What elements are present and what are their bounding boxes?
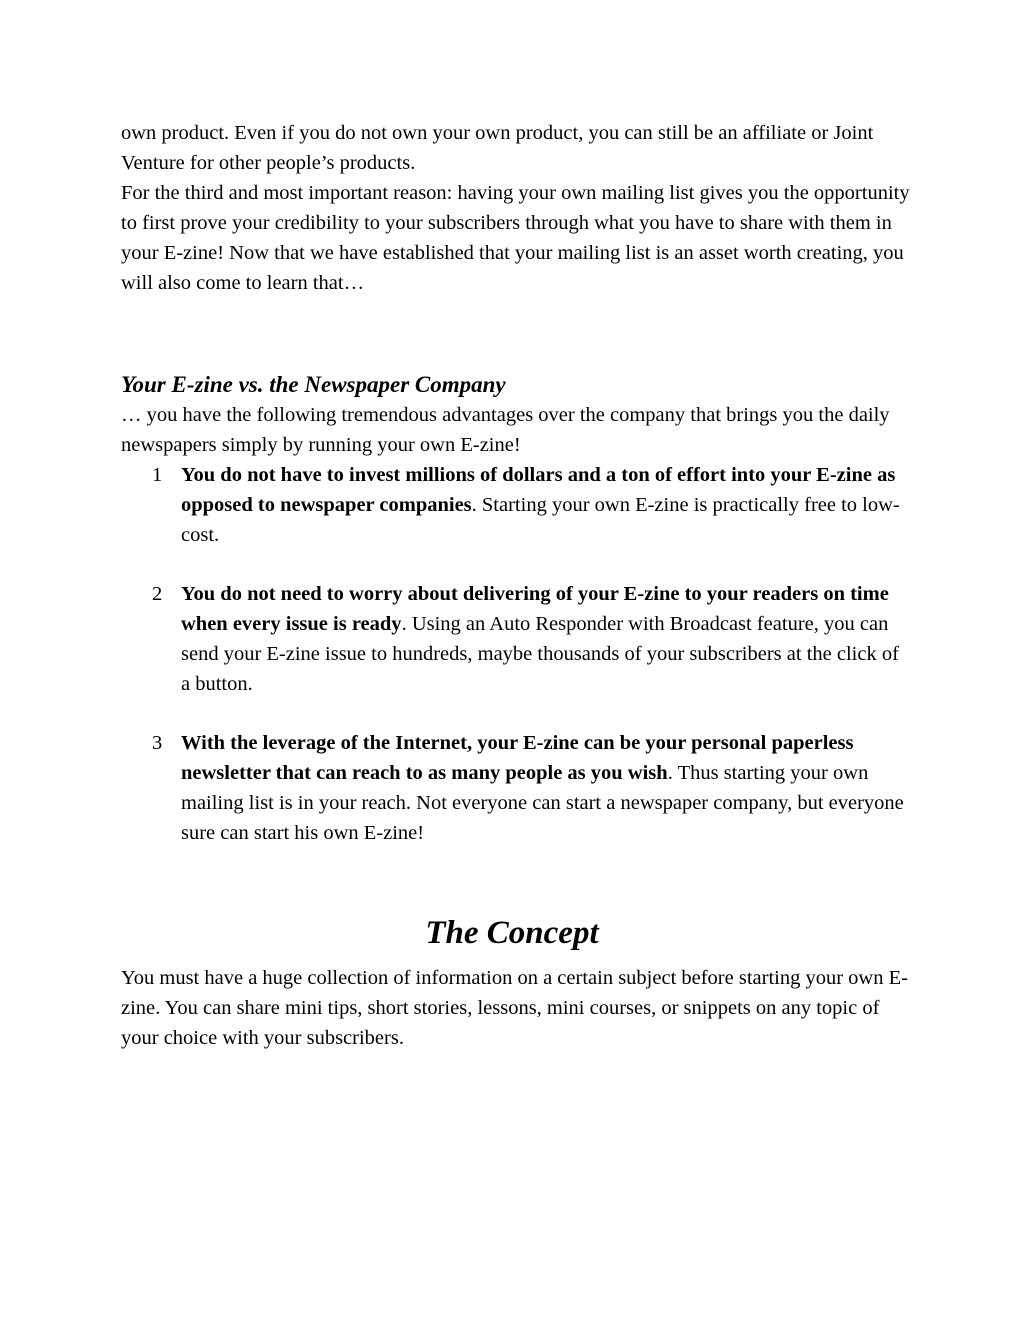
list-item-bold-text: You do not need to worry about delivering of your E-zine to your readers on time when every issue is ready [181, 583, 889, 635]
list-item-number: 1 [152, 464, 163, 486]
concept-heading: The Concept [425, 915, 599, 951]
list-item-text: . Thus starting your own mailing list is in your reach. Not everyone can start a newspaper company, but everyone sure can start his own E-zine! [181, 762, 904, 844]
list-item [121, 579, 911, 699]
list-item-text: . Starting your own E-zine is practically free to low-cost. [181, 494, 900, 546]
paragraph-affiliate: own product. Even if you do not own your own product, you can still be an affiliate or Joint Venture for other people’s products. [121, 122, 874, 174]
paragraph-third-reason: For the third and most important reason: having your own mailing list gives you the opportunity to first prove your credibility to your subscribers through what you have to share with them in your E-zine! Now that we have established that your mailing list is an asset worth creating, you will also come to learn that… [121, 182, 910, 294]
section-heading: Your E-zine vs. the Newspaper Company [121, 372, 506, 397]
list-item [121, 728, 911, 848]
list-item-text: . Using an Auto Responder with Broadcast feature, you can send your E-zine issue to hundreds, maybe thousands of your subscribers at the click of a button. [181, 613, 899, 695]
paragraph-concept: You must have a huge collection of information on a certain subject before starting your own E-zine. You can share mini tips, short stories, lessons, mini courses, or snippets on any topic of your choice with your subscribers. [121, 967, 908, 1049]
list-item [121, 460, 911, 550]
list-item-bold-text: You do not have to invest millions of dollars and a ton of effort into your E-zine as opposed to newspaper companies [181, 464, 896, 516]
paragraph-advantages-intro: … you have the following tremendous advantages over the company that brings you the daily newspapers simply by running your own E-zine! [121, 404, 890, 456]
list-item-bold-text: With the leverage of the Internet, your E-zine can be your personal paperless newsletter that can reach to as many people as you wish [181, 732, 854, 784]
list-item-number: 3 [152, 732, 163, 754]
advantages-list [121, 460, 911, 848]
list-item-number: 2 [152, 583, 163, 605]
document-page [121, 118, 911, 1053]
